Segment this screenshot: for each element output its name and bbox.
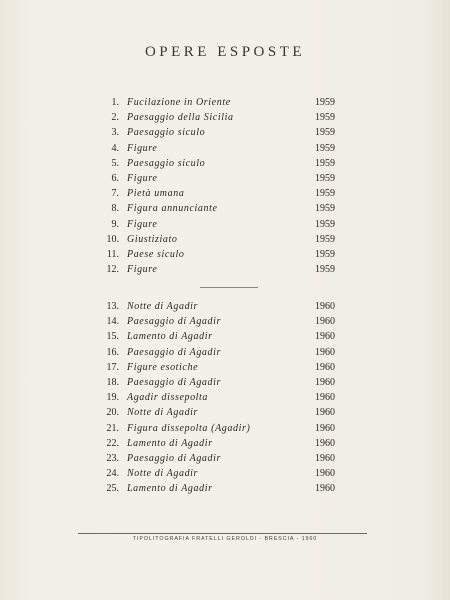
work-number: 2. — [111, 112, 119, 124]
work-number: 8. — [111, 203, 119, 215]
work-year: 1959 — [315, 188, 335, 200]
work-title: Figura annunciante — [127, 203, 218, 215]
work-entry — [0, 375, 450, 390]
work-number: 7. — [111, 188, 119, 200]
work-year: 1959 — [315, 127, 335, 139]
work-number: 20. — [106, 407, 119, 419]
work-title: Paesaggio di Agadir — [127, 452, 221, 464]
work-number: 9. — [111, 218, 119, 230]
work-entry — [0, 421, 450, 436]
work-number: 12. — [106, 264, 119, 276]
work-number: 10. — [106, 233, 119, 245]
work-number: 11. — [106, 248, 119, 260]
work-year: 1959 — [315, 172, 335, 184]
work-year: 1959 — [315, 203, 335, 215]
work-title: Paesaggio della Sicilia — [127, 112, 234, 124]
work-entry — [0, 436, 450, 451]
work-entry — [0, 186, 450, 201]
work-number: 18. — [106, 376, 119, 388]
work-year: 1960 — [315, 376, 335, 388]
work-entry — [0, 156, 450, 171]
work-number: 17. — [106, 361, 119, 373]
work-number: 15. — [106, 331, 119, 343]
work-number: 23. — [106, 452, 119, 464]
work-title: Notte di Agadir — [127, 468, 199, 480]
work-number: 6. — [111, 172, 119, 184]
work-year: 1960 — [315, 452, 335, 464]
work-title: Paesaggio di Agadir — [127, 316, 221, 328]
work-number: 22. — [106, 437, 119, 449]
work-entry — [0, 232, 450, 247]
work-year: 1960 — [315, 301, 335, 312]
work-entry — [0, 125, 450, 140]
work-number: 24. — [106, 468, 119, 480]
work-entry — [0, 481, 450, 496]
work-entry — [0, 110, 450, 125]
work-title: Paesaggio siculo — [127, 157, 206, 169]
work-year: 1960 — [315, 468, 335, 480]
work-entry — [0, 217, 450, 232]
footer-rule — [78, 533, 367, 534]
work-year: 1959 — [315, 142, 335, 154]
work-entry — [0, 451, 450, 466]
work-number: 13. — [106, 301, 119, 312]
work-number: 25. — [106, 483, 119, 495]
work-year: 1960 — [315, 483, 335, 495]
page-title: OPERE ESPOSTE — [144, 44, 306, 60]
work-entry — [0, 329, 450, 344]
work-year: 1959 — [315, 157, 335, 169]
work-year: 1960 — [315, 361, 335, 373]
work-entry — [0, 141, 450, 156]
work-title: Giustiziato — [127, 233, 178, 245]
work-title: Figure — [127, 264, 158, 276]
work-title: Lamento di Agadir — [127, 437, 213, 449]
work-number: 1. — [111, 97, 119, 108]
work-number: 19. — [106, 392, 119, 404]
work-number: 14. — [106, 316, 119, 328]
work-year: 1960 — [315, 407, 335, 419]
work-number: 3. — [111, 127, 119, 139]
work-number: 5. — [111, 157, 119, 169]
work-title: Lamento di Agadir — [127, 331, 213, 343]
work-title: Paesaggio siculo — [127, 127, 206, 139]
work-year: 1960 — [315, 392, 335, 404]
work-title: Figura dissepolta (Agadir) — [127, 422, 251, 434]
work-entry — [0, 390, 450, 405]
work-year: 1960 — [315, 437, 335, 449]
work-title: Figure — [127, 172, 158, 184]
work-title: Paesaggio di Agadir — [127, 376, 221, 388]
works-list-1959 — [0, 95, 450, 277]
work-entry — [0, 360, 450, 375]
work-title: Notte di Agadir — [127, 301, 199, 312]
works-list-1960 — [0, 299, 450, 496]
work-number: 21. — [106, 422, 119, 434]
work-title: Figure esotiche — [127, 361, 199, 373]
work-year: 1959 — [315, 218, 335, 230]
work-entry — [0, 171, 450, 186]
work-entry — [0, 262, 450, 277]
work-title: Fucilazione in Oriente — [127, 97, 231, 108]
work-year: 1959 — [315, 264, 335, 276]
work-title: Pietà umana — [127, 188, 185, 200]
work-entry — [0, 299, 450, 314]
work-year: 1959 — [315, 233, 335, 245]
work-title: Lamento di Agadir — [127, 483, 213, 495]
work-year: 1959 — [315, 97, 335, 108]
work-entry — [0, 466, 450, 481]
work-year: 1960 — [315, 331, 335, 343]
work-year: 1959 — [315, 248, 335, 260]
work-number: 4. — [111, 142, 119, 154]
printer-footer: TIPOLITOGRAFIA FRATELLI GEROLDI - BRESCIA - 1960 — [132, 536, 318, 542]
work-title: Figure — [127, 142, 158, 154]
work-entry — [0, 201, 450, 216]
work-number: 16. — [106, 346, 119, 358]
work-title: Paesaggio di Agadir — [127, 346, 221, 358]
section-divider — [200, 287, 258, 288]
work-title: Agadir dissepolta — [127, 392, 209, 404]
work-year: 1960 — [315, 316, 335, 328]
work-entry — [0, 405, 450, 420]
work-year: 1960 — [315, 346, 335, 358]
work-entry — [0, 345, 450, 360]
work-entry — [0, 95, 450, 110]
work-title: Paese siculo — [127, 248, 185, 260]
work-title: Figure — [127, 218, 158, 230]
work-year: 1959 — [315, 112, 335, 124]
work-entry — [0, 247, 450, 262]
work-title: Notte di Agadir — [127, 407, 199, 419]
work-year: 1960 — [315, 422, 335, 434]
work-entry — [0, 314, 450, 329]
